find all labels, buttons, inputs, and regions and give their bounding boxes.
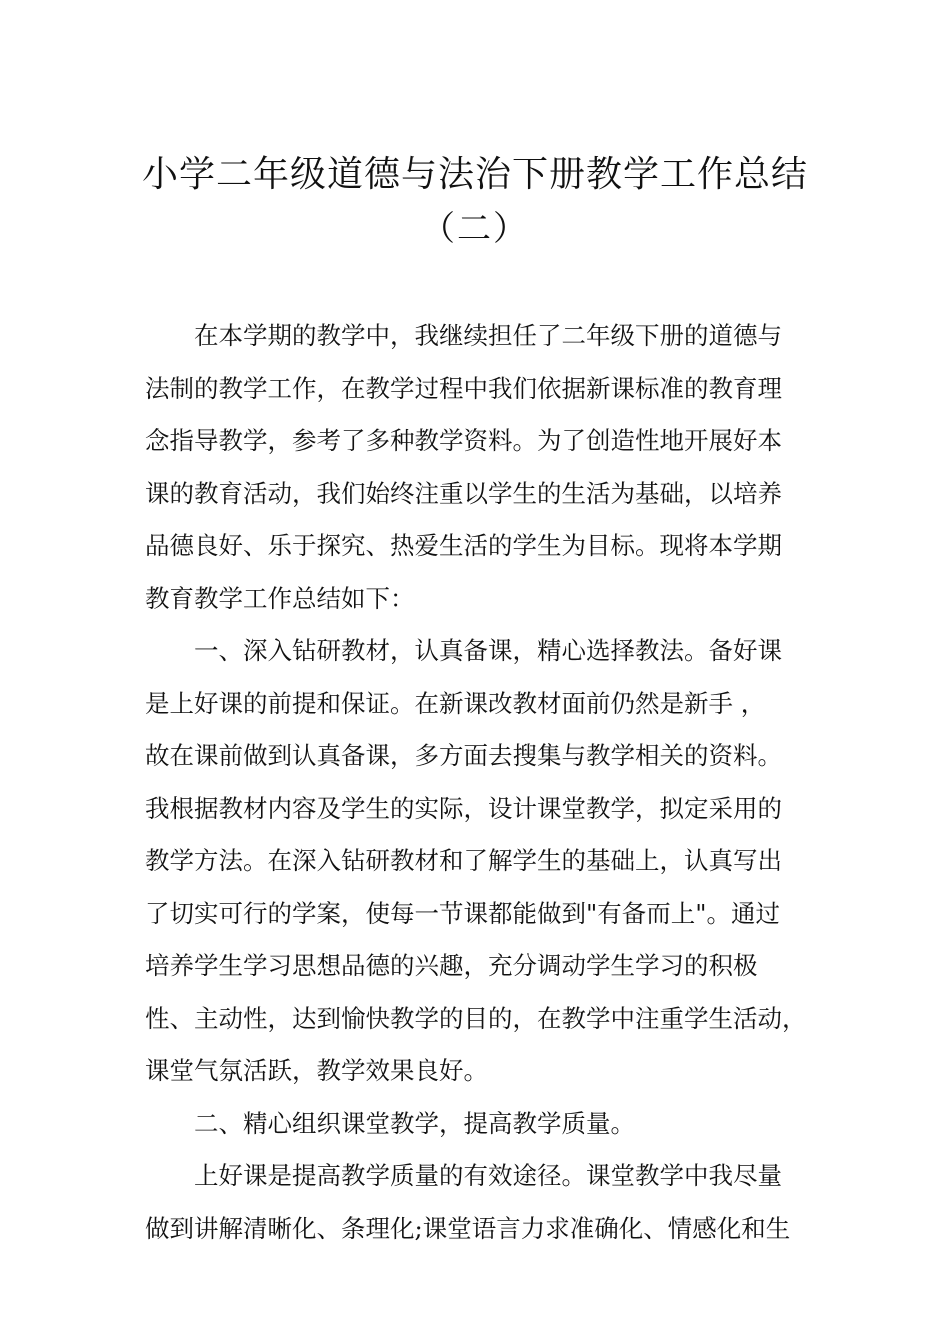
body-line: 法制的教学工作，在教学过程中我们依据新课标准的教育理 (145, 373, 782, 403)
title-main: 小学二年级道德与法治下册教学工作总结 (141, 154, 808, 195)
body-line: 了切实可行的学案，使每一节课都能做到"有备而上"。通过 (145, 898, 781, 928)
body-line: 在本学期的教学中，我继续担任了二年级下册的道德与 (194, 321, 782, 350)
title-subtitle: （二） (421, 209, 529, 249)
body-line: 性、主动性，达到愉快教学的目的，在教学中注重学生活动， (145, 1003, 807, 1033)
body-line: 课的教育活动，我们始终注重以学生的生活为基础，以培养 (145, 478, 782, 508)
body-line: 做到讲解清晰化、条理化;课堂语言力求准确化、情感化和生 (145, 1213, 791, 1243)
body-line: 教育教学工作总结如下： (145, 583, 415, 613)
body-line: 培养学生学习思想品德的兴趣，充分调动学生学习的积极 (145, 951, 758, 980)
body-line: 二、精心组织课堂教学，提高教学质量。 (194, 1108, 635, 1138)
document-title (0, 148, 950, 256)
body-line: 课堂气氛活跃，教学效果良好。 (145, 1056, 488, 1085)
body-line: 是上好课的前提和保证。在新课改教材面前仍然是新手 ， (145, 688, 766, 718)
body-line: 我根据教材内容及学生的实际，设计课堂教学，拟定采用的 (145, 793, 782, 823)
document-body (145, 310, 817, 1255)
body-line: 一、深入钻研教材，认真备课，精心选择教法。备好课 (194, 636, 782, 665)
body-line: 故在课前做到认真备课，多方面去搜集与教学相关的资料。 (145, 741, 782, 770)
body-line: 上好课是提高教学质量的有效途径。课堂教学中我尽量 (194, 1161, 782, 1190)
body-line: 品德良好、乐于探究、热爱生活的学生为目标。现将本学期 (145, 531, 782, 560)
body-line: 教学方法。在深入钻研教材和了解学生的基础上，认真写出 (145, 846, 782, 875)
body-line: 念指导教学，参考了多种教学资料。为了创造性地开展好本 (145, 426, 782, 455)
